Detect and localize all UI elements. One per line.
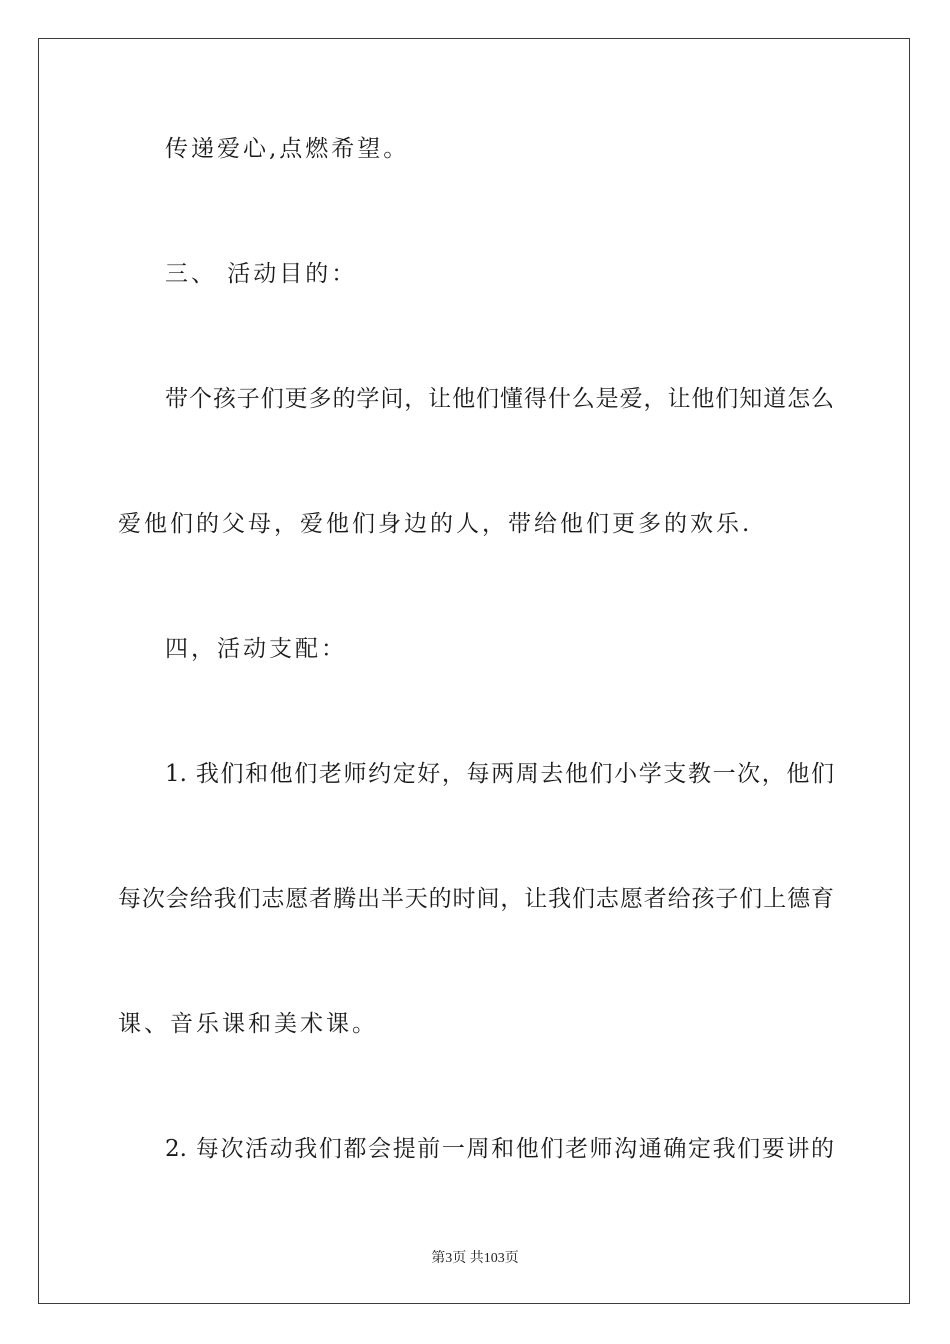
paragraph-line: 带个孩子们更多的学问，让他们懂得什么是爱，让他们知道怎么 <box>165 386 834 412</box>
page-footer: 第3页 共103页 <box>431 1251 519 1266</box>
page-border <box>38 38 910 1304</box>
paragraph-line: 2. 每次活动我们都会提前一周和他们老师沟通确定我们要讲的 <box>165 1136 834 1162</box>
paragraph-line: 课、音乐课和美术课。 <box>118 1011 378 1037</box>
section-heading: 四，活动支配： <box>165 636 347 662</box>
paragraph-line: 每次会给我们志愿者腾出半天的时间，让我们志愿者给孩子们上德育 <box>118 886 834 912</box>
paragraph-line: 传递爱心,点燃希望。 <box>165 136 410 162</box>
paragraph-line: 爱他们的父母，爱他们身边的人，带给他们更多的欢乐. <box>118 511 753 537</box>
paragraph-line: 1. 我们和他们老师约定好，每两周去他们小学支教一次，他们 <box>165 761 834 787</box>
section-heading: 三、 活动目的： <box>165 261 358 287</box>
